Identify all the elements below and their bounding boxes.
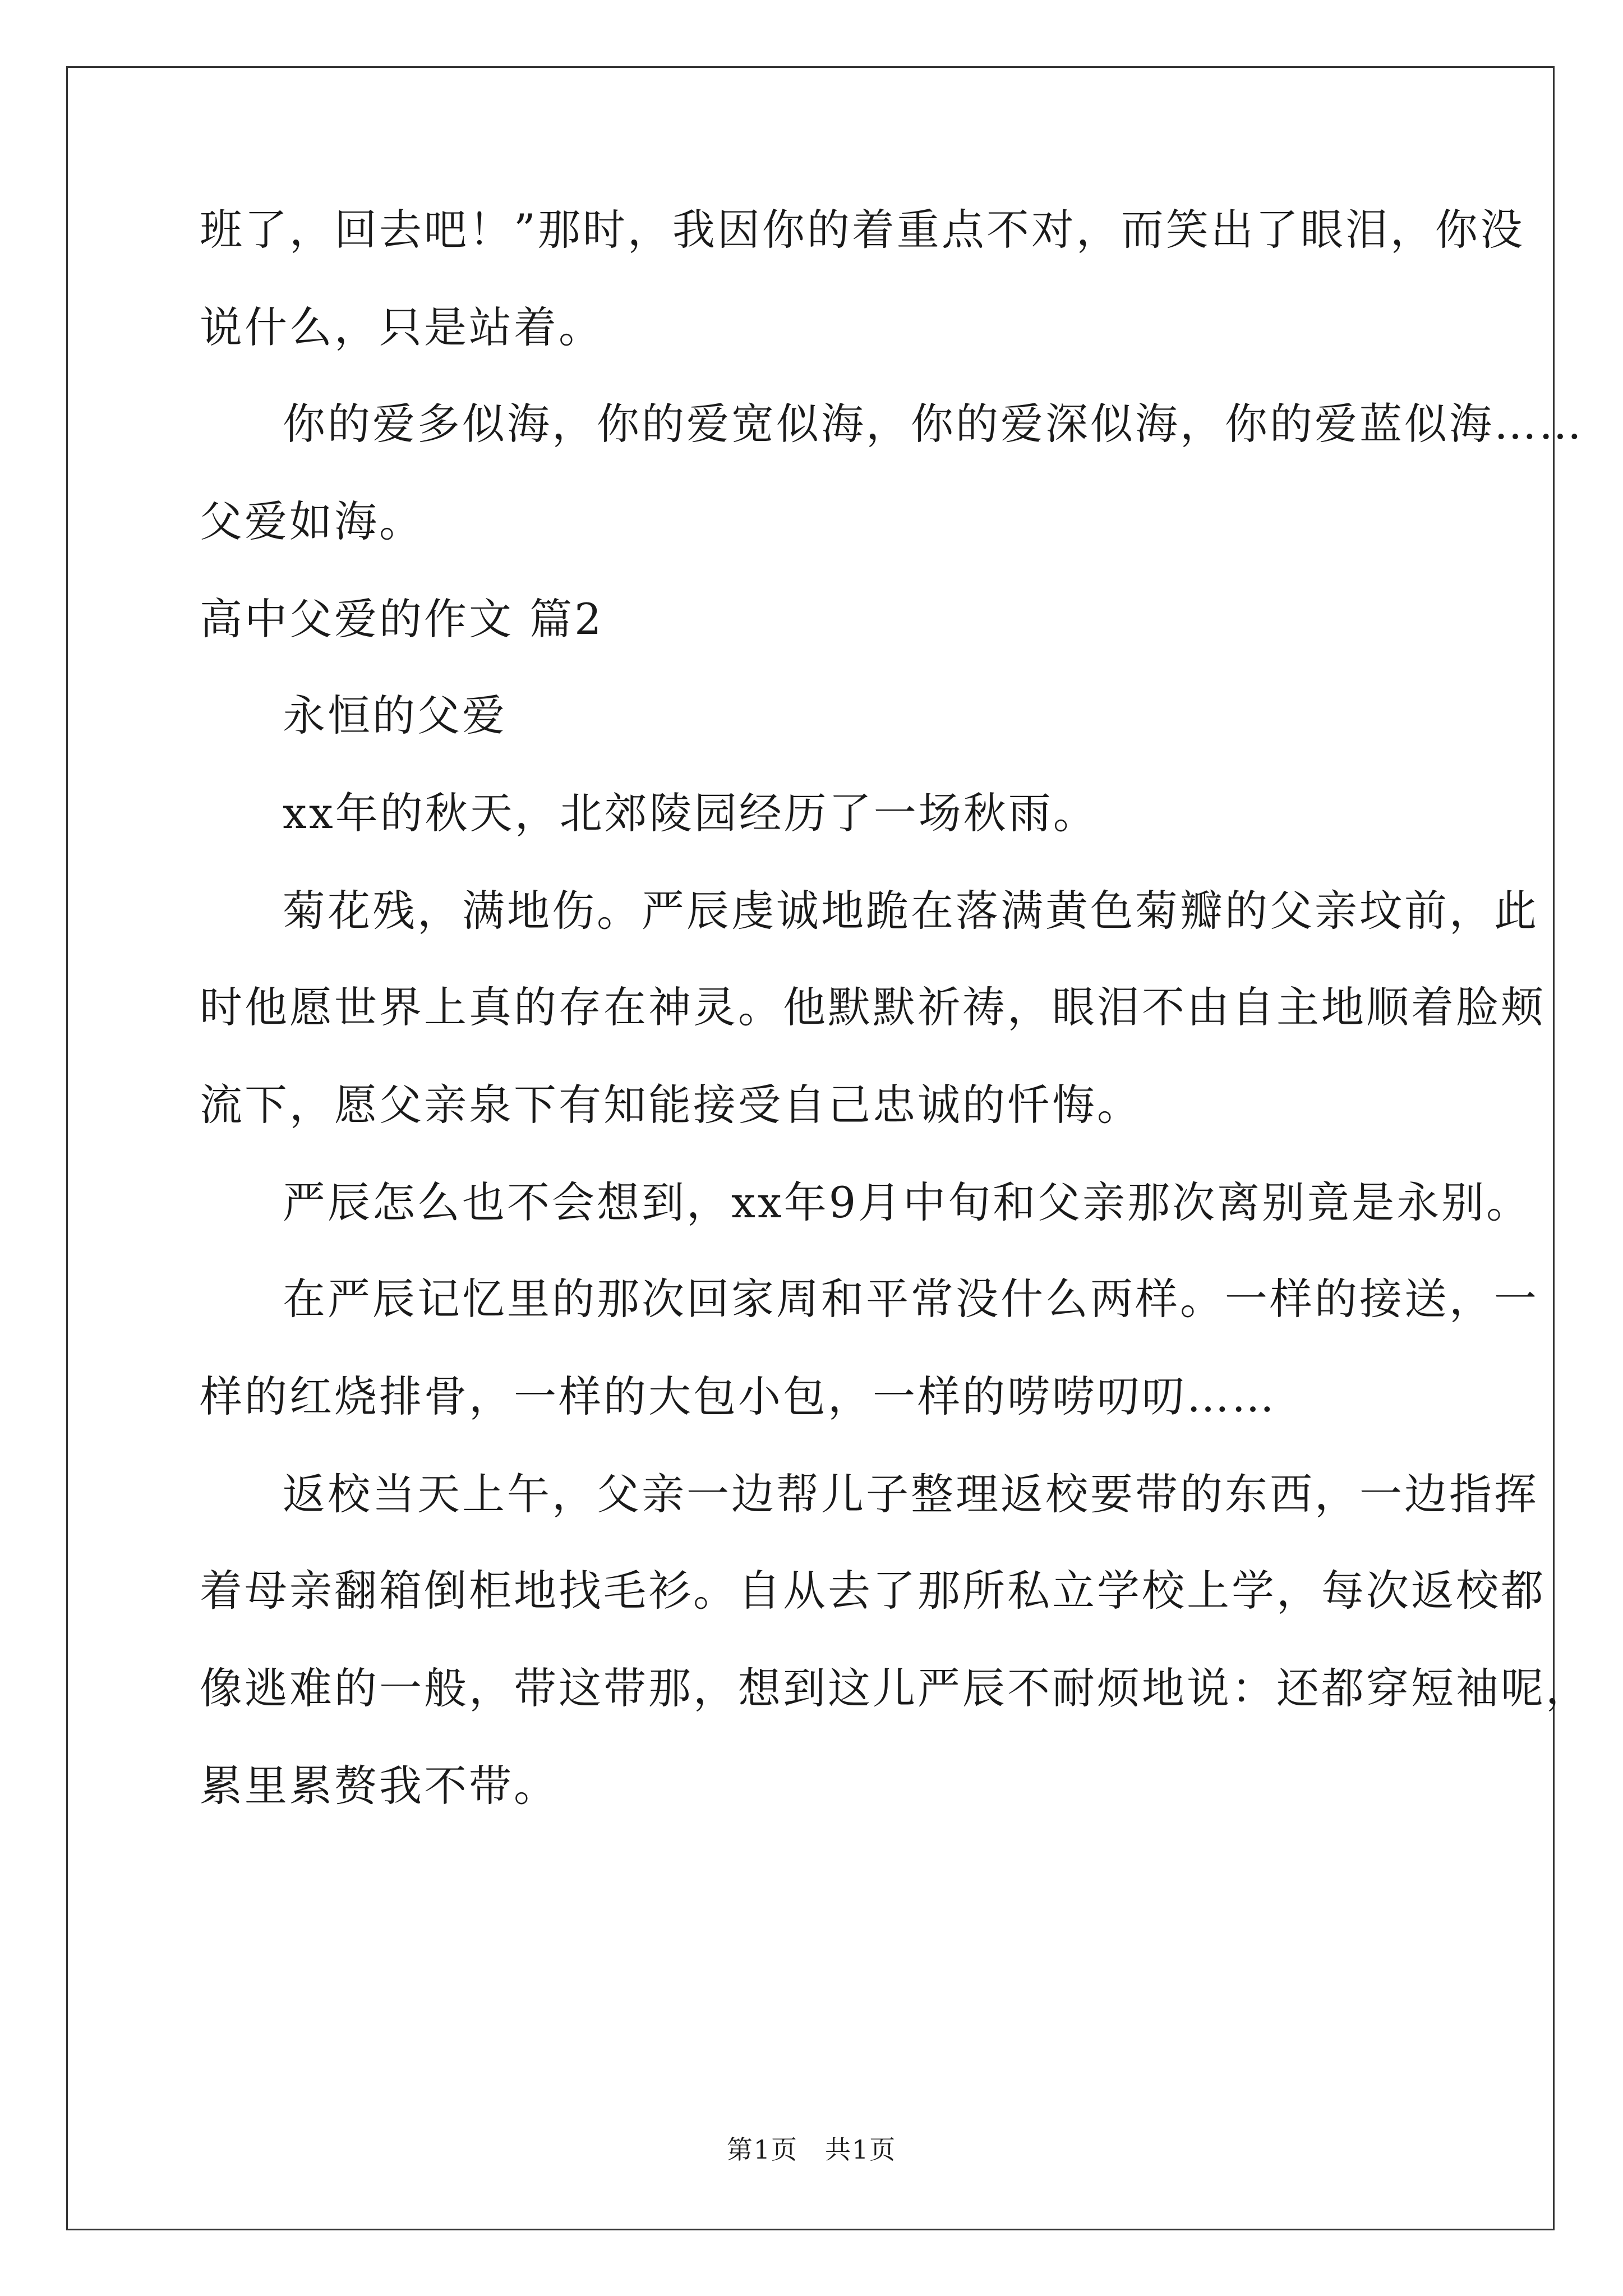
paragraph-first-line: 你的爱多似海，你的爱宽似海，你的爱深似海，你的爱蓝似海…… bbox=[283, 399, 1584, 449]
paragraph-first-line: 在严辰记忆里的那次回家周和平常没什么两样。一样的接送，一 bbox=[283, 1274, 1539, 1324]
page-border bbox=[66, 66, 1555, 2230]
essay-title: 永恒的父爱 bbox=[283, 691, 507, 740]
text-line: 样的红烧排骨，一样的大包小包，一样的唠唠叨叨…… bbox=[200, 1372, 1276, 1421]
text-line: 父爱如海。 bbox=[200, 496, 424, 546]
text-line: 说什么，只是站着。 bbox=[200, 302, 603, 352]
text-line: 时他愿世界上真的存在神灵。他默默祈祷，眼泪不由自主地顺着脸颊 bbox=[200, 982, 1546, 1032]
text-line: 班了，回去吧！”那时，我因你的着重点不对，而笑出了眼泪，你没 bbox=[200, 205, 1525, 255]
page-number-footer: 第1页 共1页 bbox=[726, 2134, 897, 2165]
paragraph-first-line: xx年的秋天，北郊陵园经历了一场秋雨。 bbox=[283, 788, 1098, 838]
paragraph-first-line: 菊花残，满地伤。严辰虔诚地跪在落满黄色菊瓣的父亲坟前，此 bbox=[283, 886, 1539, 936]
text-line: 像逃难的一般，带这带那，想到这儿严辰不耐烦地说：还都穿短袖呢， bbox=[200, 1663, 1590, 1713]
text-line: 累里累赘我不带。 bbox=[200, 1761, 559, 1811]
text-line: 着母亲翻箱倒柜地找毛衫。自从去了那所私立学校上学，每次返校都 bbox=[200, 1566, 1546, 1616]
section-heading: 高中父爱的作文 篇2 bbox=[200, 594, 604, 644]
text-line: 流下，愿父亲泉下有知能接受自己忠诚的忏悔。 bbox=[200, 1080, 1142, 1130]
paragraph-first-line: 返校当天上午，父亲一边帮儿子整理返校要带的东西，一边指挥 bbox=[283, 1469, 1539, 1519]
paragraph-first-line: 严辰怎么也不会想到，xx年9月中旬和父亲那次离别竟是永别。 bbox=[283, 1177, 1532, 1227]
